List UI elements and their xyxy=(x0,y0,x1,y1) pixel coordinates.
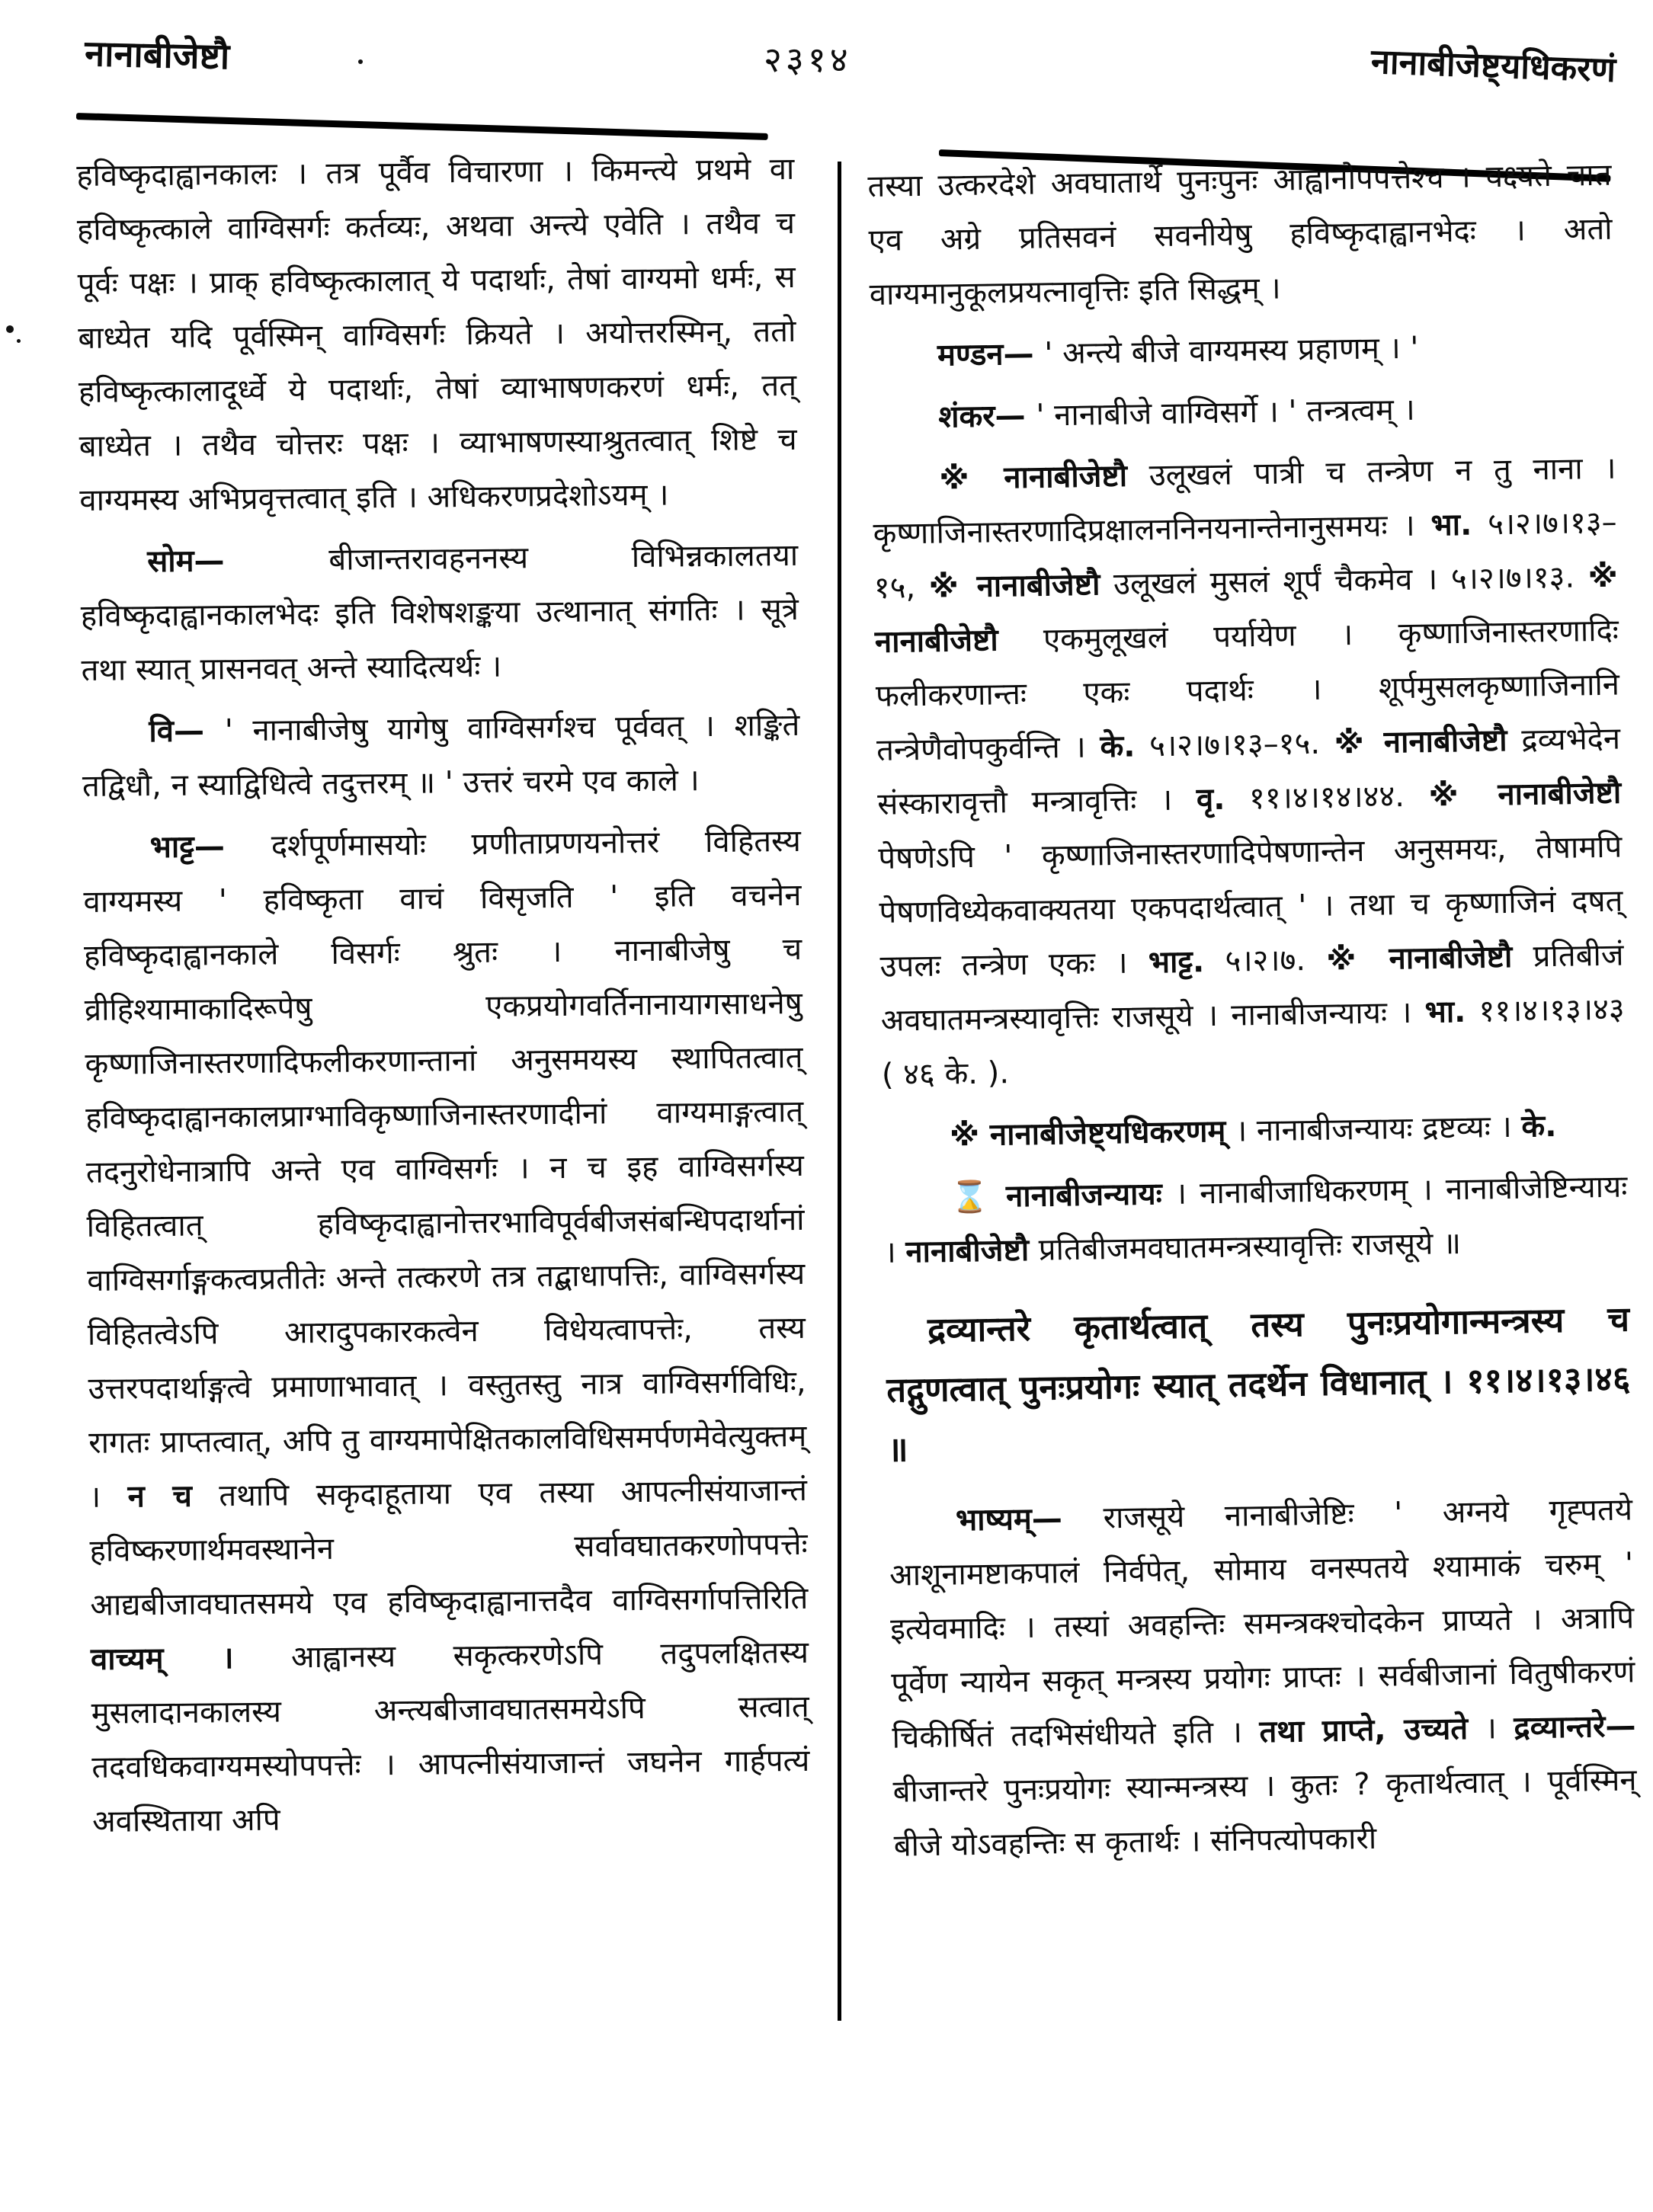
text-run: ' नानाबीजे वाग्विसर्गे । ' तन्त्रत्वम् । xyxy=(1036,392,1416,434)
text-run: नानाबीजेष्टौ xyxy=(1498,775,1622,813)
text-run: भाट्ट. xyxy=(1148,944,1205,981)
text-run: पेषणेऽपि ' कृष्णाजिनास्तरणादिपेषणान्तेन अनुसमयः, तेषामपि पेषणविध्येकवाक्यतया एकपदार्थत्वात् ' । तथा च कृष्णाजिनं दषत् उपलः तन्त्रेण एकः । xyxy=(878,829,1623,984)
paragraph xyxy=(82,815,810,1849)
page-number: २३१४ xyxy=(764,39,852,80)
sutra-paragraph xyxy=(886,1289,1632,1479)
reference-mark-icon: ※ xyxy=(928,568,978,605)
scan-speck xyxy=(358,59,363,64)
text-run: ' अन्त्ये बीजे वाग्यमस्य प्रहाणम् । ' xyxy=(1044,330,1419,372)
text-run: ११।४।१३।४३ ( ४६ के. ). xyxy=(881,991,1626,1093)
text-run: वृ. xyxy=(1196,781,1225,818)
text-run: नानाबीजेष्टौ xyxy=(1003,458,1128,496)
paragraph xyxy=(872,442,1626,1103)
text-run: । नानाबीजाधिकरणम् । नानाबीजेष्टिन्यायः । xyxy=(884,1169,1628,1270)
text-run: दर्शपूर्णमासयोः प्रणीताप्रणयनोत्तरं विहितस्य वाग्यमस्य ' हविष्कृता वाचं विसृजति ' इति वचनेन हविष्कृदाह्वानकाले विसर्गः श्रुतः । नानाबीजेषु च व्रीहिश्यामाकादिरूपेषु एकप्रयोगवर्तिनानायागसाधनेषु कृष्णाजिनास्तरणादिफलीकरणान्तानां अनुसमयस्य स्थापितत्वात् हविष्कृदाह्वानकालप्राग्भाविकृष्णाजिनास्तरणादीनां वाग्यमाङ्गत्वात् तदनुरोधेनात्रापि अन्ते एव वाग्विसर्गः । न च इह वाग्विसर्गस्य विहितत्वात् हविष्कृदाह्वानोत्तरभाविपूर्वबीजसंबन्धिपदार्थानां वाग्विसर्गाङ्गकत्वप्रतीतेः अन्ते तत्करणे तत्र तद्बाधापत्तिः, वाग्विसर्गस्य विहितत्वेऽपि आरादुपकारकत्वेन विधेयत्वापत्तेः, तस्य उत्तरपदार्थाङ्गत्वे प्रमाणाभावात् । वस्तुतस्तु नात्र वाग्विसर्गविधिः, रागतः प्राप्तत्वात्, अपि तु वाग्यमापेक्षितकालविधिसमर्पणमेवेत्युक्तम् । xyxy=(83,823,807,1515)
column-divider-rule xyxy=(838,162,841,2021)
text-run: के. xyxy=(1521,1108,1557,1144)
text-run: आह्वानस्य सकृत्करणेऽपि तदुपलक्षितस्य मुसलादानकालस्य अन्त्यबीजावघातसमयेऽपि सत्वात् तदवधिकवाग्यमस्योपपत्तेः । आपत्नीसंयाजान्तं जघनेन गार्हपत्यं अवस्थिताया अपि xyxy=(91,1634,810,1839)
reference-mark-icon: ※ xyxy=(1587,559,1619,595)
text-run: भा. xyxy=(1424,994,1466,1030)
scan-speck xyxy=(6,325,14,333)
text-run: ५।२।७।१३–१५, xyxy=(873,504,1617,606)
reference-mark-icon: ※ xyxy=(1334,725,1385,761)
text-run: उलूखलं पात्री च तन्त्रेण न तु नाना । कृष्णाजिनास्तरणादिप्रक्षालननिनयनान्तेनानुसमयः । xyxy=(873,450,1616,552)
header-left-title: नानाबीजेष्टौ xyxy=(84,32,230,78)
text-run: न च xyxy=(127,1478,193,1515)
text-run: नानाबीजन्यायः xyxy=(1005,1176,1163,1215)
text-run: । नानाबीजन्यायः द्रष्टव्यः । xyxy=(1225,1109,1522,1149)
text-run: तथा प्राप्ते, उच्यते xyxy=(1259,1711,1469,1750)
text-run: के. xyxy=(1100,728,1136,765)
hourglass-ornament-icon: ⌛ xyxy=(950,1179,1007,1215)
text-run: तथापि सकृदाहूताया एव तस्या आपत्नीसंयाजान्तं हविष्करणार्थमवस्थानेन सर्वावघातकरणोपपत्तेः आद्यबीजावघातसमये एव हविष्कृदाह्वानात्तदैव वाग्विसर्गापत्तिरिति xyxy=(89,1472,809,1623)
header-right-title: नानाबीजेष्ट्यधिकरणं xyxy=(1369,40,1616,90)
paragraph xyxy=(883,1099,1627,1164)
text-run: द्रव्यभेदेन संस्कारावृत्तौ मन्त्रावृत्तिः । xyxy=(876,721,1621,822)
text-run: नानाबीजेष्ट्यधिकरणम् xyxy=(989,1113,1226,1153)
text-run: मण्डन— xyxy=(937,336,1045,373)
text-run: द्रव्यान्तरे कृतार्थत्वात् तस्य पुनःप्रयोगान्मन्त्रस्य च तद्गुणत्वात् पुनःप्रयोगः स्यात् तदर्थेन विधानात् । ११।४।१३।४६ ॥ xyxy=(886,1298,1631,1470)
paragraph xyxy=(871,380,1616,446)
reference-mark-icon: ※ xyxy=(949,1117,991,1154)
text-run: उलूखलं मुसलं शूर्पं चैकमेव । ५।२।७।१३. xyxy=(1100,559,1589,603)
reference-mark-icon: ※ xyxy=(939,460,1004,497)
text-run: नानाबीजेष्टौ xyxy=(905,1232,1030,1270)
text-run: वि— xyxy=(149,713,226,750)
paragraph xyxy=(883,1160,1629,1280)
paragraph xyxy=(870,319,1615,384)
text-run: एकमुलूखलं पर्यायेण । कृष्णाजिनास्तरणादिः फलीकरणान्तः एकः पदार्थः । शूर्पमुसलकृष्णाजिनानि तन्त्रेणैवोपकुर्वन्ति । xyxy=(875,613,1620,768)
text-run: ' नानाबीजेषु यागेषु वाग्विसर्गश्च पूर्ववत् । शङ्किते तद्विधौ, न स्याद्विधित्वे तदुत्तरम् ॥ ' उत्तरं चरमे एव काले । xyxy=(82,707,800,804)
reference-mark-icon: ※ xyxy=(1428,777,1498,814)
text-run: भाट्ट— xyxy=(149,828,272,866)
text-run: ५।२।७. xyxy=(1203,942,1327,980)
scan-speck xyxy=(17,339,21,343)
paragraph xyxy=(80,529,799,698)
reference-mark-icon: ※ xyxy=(1326,941,1389,978)
paragraph xyxy=(867,149,1613,322)
text-run: शंकर— xyxy=(937,398,1036,435)
column-left xyxy=(76,142,813,2130)
text-run: बीजान्तरावहननस्य विभिन्नकालतया हविष्कृदाह्वानकालभेदः इति विशेषशङ्कया उत्थानात् संगतिः । सूत्रे तथा स्यात् प्रासनवत् अन्ते स्यादित्यर्थः । xyxy=(80,537,799,688)
text-run: नानाबीजेष्टौ xyxy=(1389,939,1513,977)
text-run: भा. xyxy=(1430,507,1472,543)
text-run: द्रव्यान्तरे— xyxy=(1514,1708,1636,1746)
text-run: हविष्कृदाह्वानकालः । तत्र पूर्वैव विचारणा । किमन्त्ये प्रथमे वा हविष्कृत्काले वाग्विसर्गः कर्तव्यः, अथवा अन्त्ये एवेति । तथैव च पूर्वः पक्षः । प्राक् हविष्कृत्कालात् ये पदार्थाः, तेषां वाग्यमो धर्मः, स बाध्येत यदि पूर्वस्मिन् वाग्विसर्गः क्रियते । अयोत्तरस्मिन्, ततो हविष्कृत्कालादूर्ध्वे ये पदार्थाः, तेषां व्याभाषणकरणं धर्मः, तत् बाध्येत । तथैव चोत्तरः पक्षः । व्याभाषणस्याश्रुतत्वात् शिष्टे च वाग्यमस्य अभिप्रवृत्तत्वात् इति । अधिकरणप्रदेशोऽयम् । xyxy=(76,151,797,518)
text-run: तस्या उत्करदेशे अवघातार्थे पुनःपुनः आह्वानोपपत्तेश्च । वक्ष्यते चात एव अग्रे प्रतिसवनं सवनीयेषु हविष्कृदाह्वानभेदः । अतो वाग्यमानुकूलप्रयत्नावृत्तिः इति सिद्धम् । xyxy=(867,157,1613,312)
header-rule-left xyxy=(76,113,768,140)
text-run: वाच्यम् । xyxy=(90,1641,234,1677)
text-run: बीजान्तरे पुनःप्रयोगः स्यान्मन्त्रस्य । कुतः ? कृतार्थत्वात् । पूर्वस्मिन् बीजे योऽवहन्तिः स कृतार्थः । संनिपत्योपकारी xyxy=(892,1762,1637,1864)
text-run: । xyxy=(1467,1710,1514,1746)
text-run: राजसूये नानाबीजेष्टिः ' अग्नये गृह्पतये आशूनामष्टाकपालं निर्वपेत्, सोमाय वनस्पतये श्यामाकं चरुम् ' इत्येवमादिः । तस्यां अवहन्तिः समन्त्रक्श्चोदकेन प्राप्यते । अत्रापि पूर्वेण न्यायेन सकृत् मन्त्रस्य प्रयोगः प्राप्तः । सर्वबीजानां वितुषीकरणं चिकीर्षितं तदभिसंधीयते इति । xyxy=(889,1492,1635,1756)
text-run: नानाबीजेष्टौ xyxy=(874,623,999,660)
text-run: सोम— xyxy=(146,542,329,580)
text-run: प्रतिबीजं अवघातमन्त्रस्यावृत्तिः राजसूये । नानाबीजन्यायः । xyxy=(880,937,1624,1039)
text-run: ५।२।७।१३–१५. xyxy=(1135,725,1335,764)
text-run: नानाबीजेष्टौ xyxy=(976,567,1100,604)
text-run: ११।४।१४।४४. xyxy=(1225,778,1429,817)
column-right xyxy=(867,149,1642,2156)
paragraph xyxy=(76,142,798,528)
text-run: प्रतिबीजमवघातमन्त्रस्यावृत्तिः राजसूये ॥ xyxy=(1028,1225,1462,1268)
text-run: नानाबीजेष्टौ xyxy=(1383,722,1507,760)
text-run: भाष्यम्— xyxy=(955,1500,1104,1538)
paragraph xyxy=(889,1483,1639,1873)
paragraph xyxy=(82,699,800,814)
